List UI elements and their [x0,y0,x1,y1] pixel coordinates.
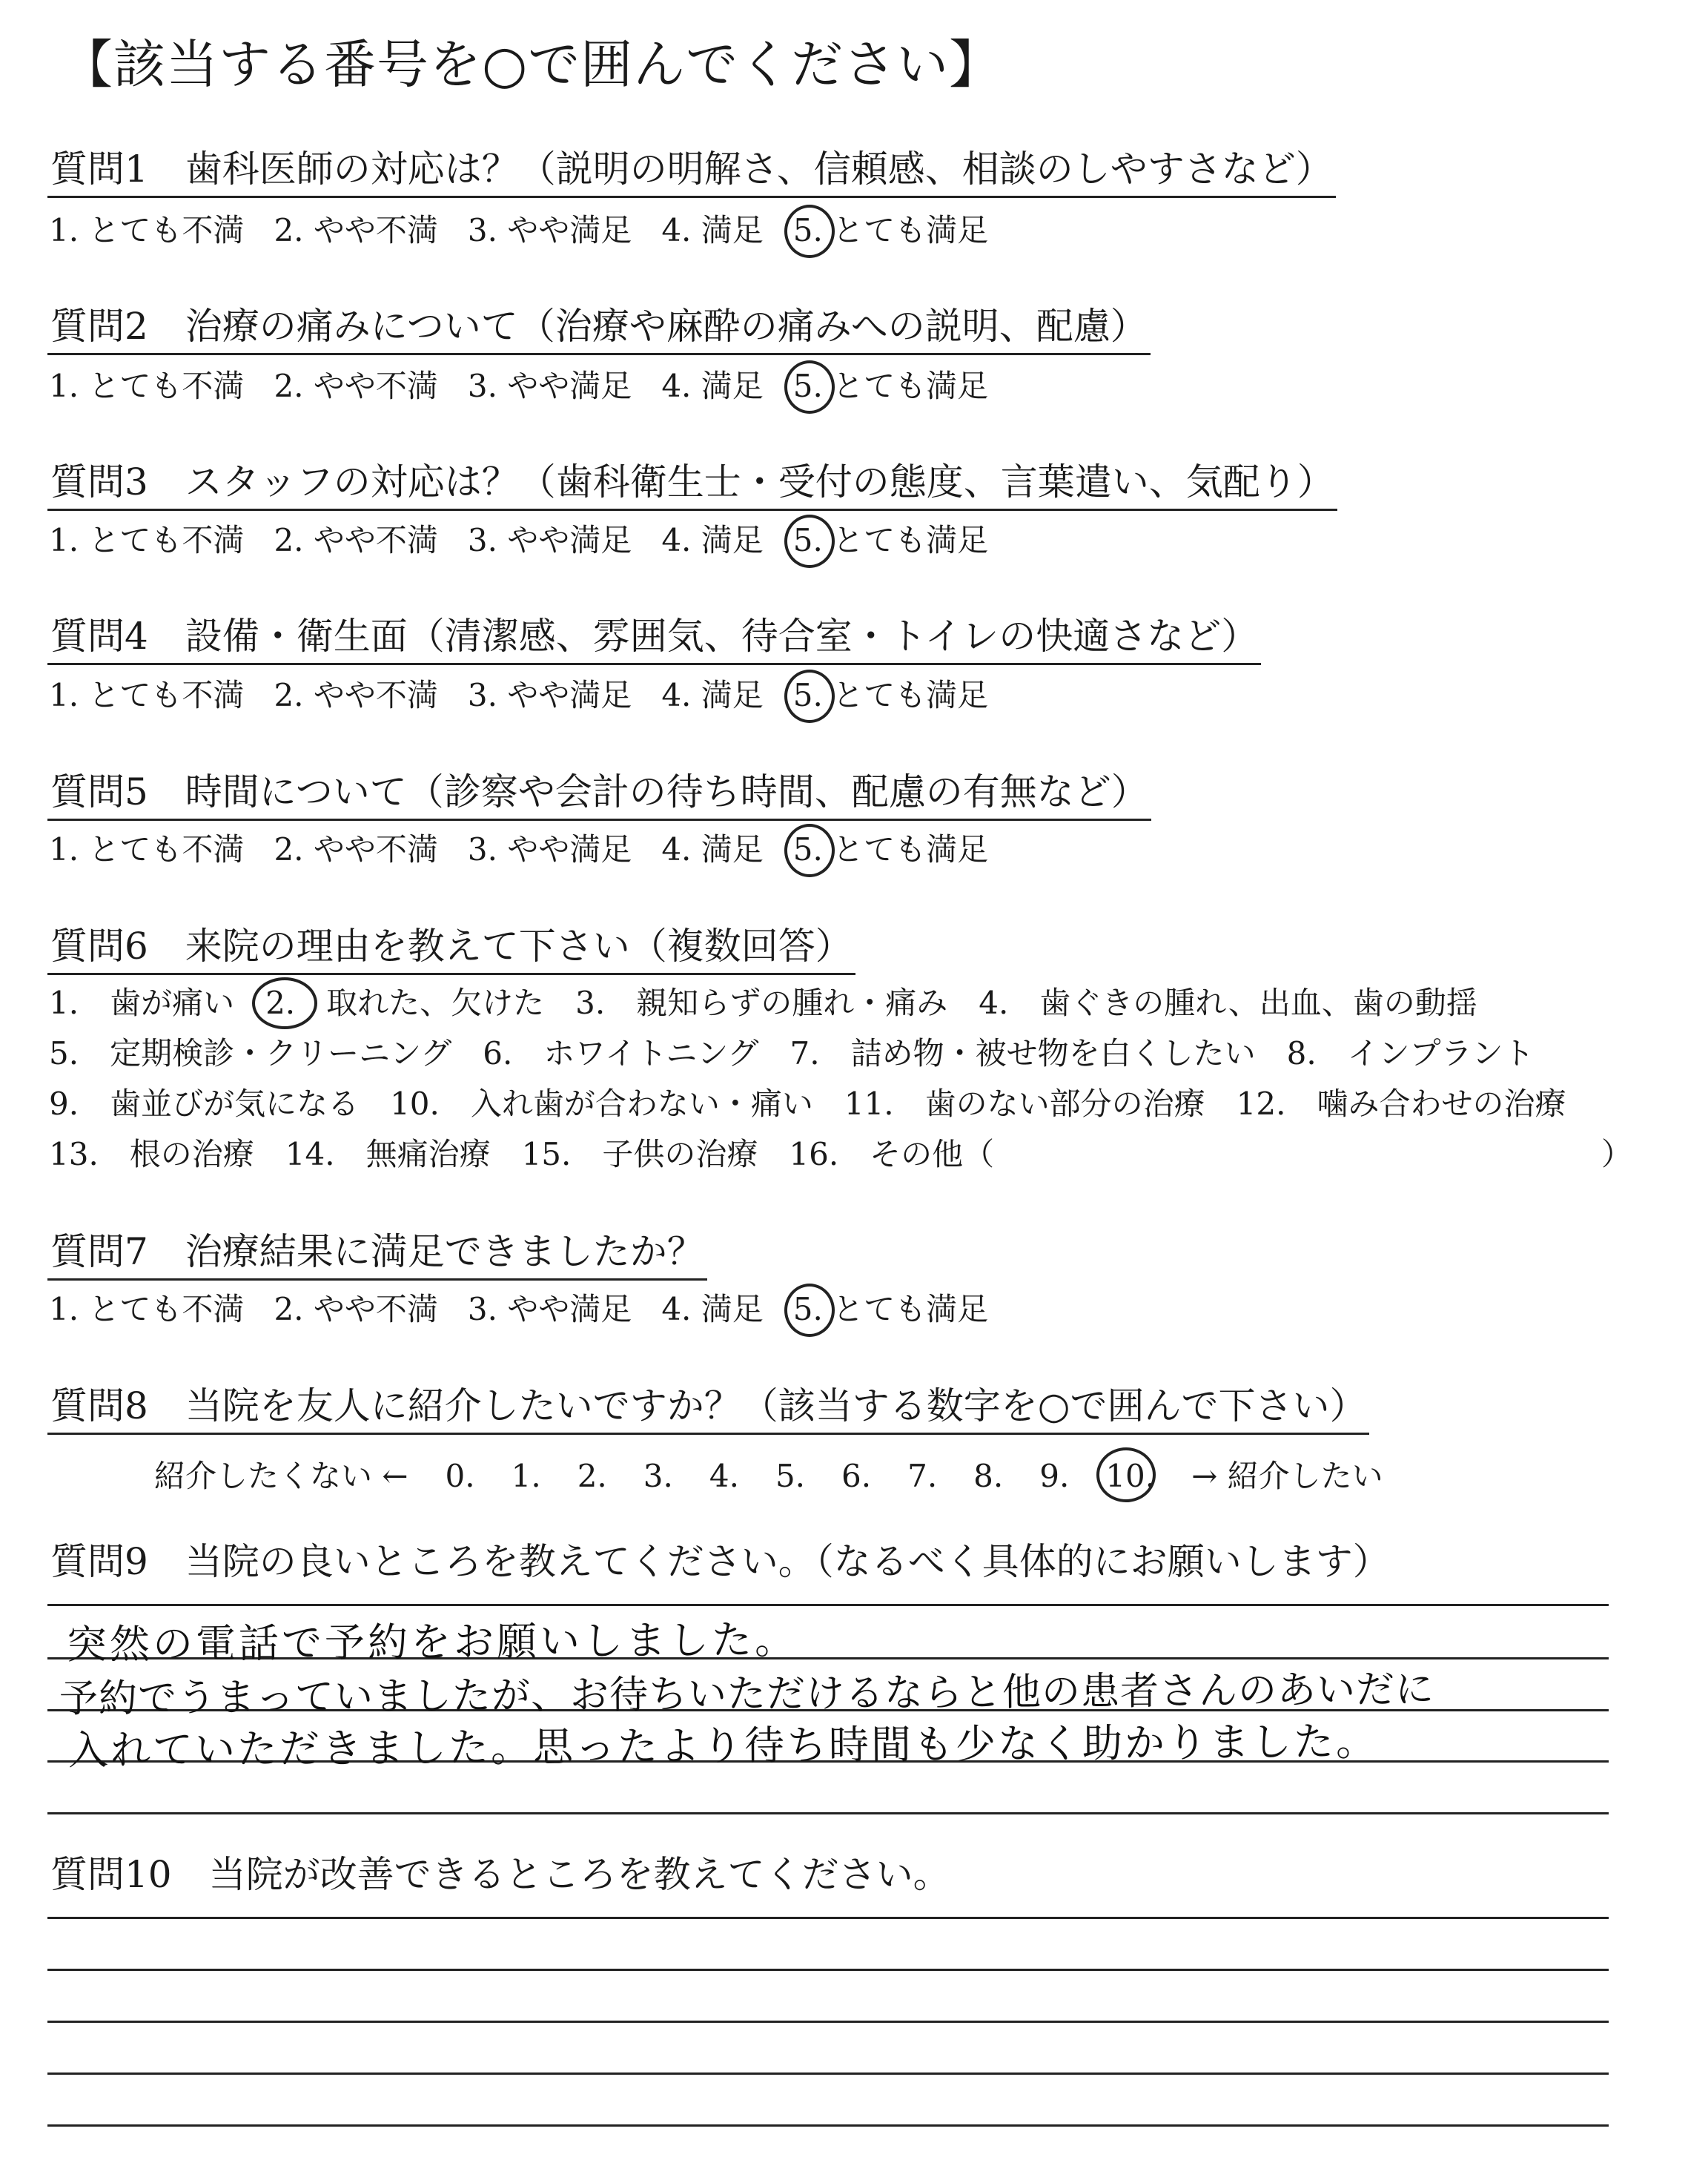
question-4: 質問4 設備・衛生面（清潔感、雰囲気、待合室・トイレの快適さなど） [47,615,1261,665]
q6-other-close-paren: ） [1601,1136,1633,1172]
scale-right-label: → 紹介したい [1191,1458,1383,1494]
option-1[interactable]: 1. とても不満 [49,677,245,713]
scale-number-8[interactable] [973,1458,1003,1494]
q6-answer-circle [252,977,317,1029]
option-1[interactable]: 1. とても不満 [49,212,245,248]
selected-answer-circle [784,824,835,877]
scale-number-1[interactable] [512,1458,541,1494]
option-3[interactable]: 3. やや満足 [467,831,632,868]
scale-number-label: 1. [511,1458,541,1494]
answer-line [47,1917,1609,1919]
handwritten-answer-line-3: 入れていただきました。思ったより待ち時間も少なく助かりました。 [67,1717,1379,1774]
options-q5 [49,831,1018,868]
answer-line [47,2021,1609,2023]
scale-number-label: 8. [973,1458,1004,1494]
scale-left-label: 紹介したくない ← [154,1458,408,1494]
scale-number-label: 7. [907,1458,938,1494]
scale-number-label: 4. [709,1458,739,1494]
recommend-scale [154,1452,1383,1496]
scale-number-9[interactable] [1039,1458,1069,1494]
scale-numbers [446,1458,1192,1494]
question-1: 質問1 歯科医師の対応は？（説明の明解さ、信頼感、相談のしやすさなど） [47,148,1336,198]
option-5[interactable]: 5. とても満足 [793,215,988,246]
scale-number-label: 3. [643,1458,673,1494]
selected-answer-circle [784,360,835,414]
scale-number-0[interactable] [446,1458,475,1494]
form-title: 【該当する番号を○で囲んでください】 [61,34,1002,95]
option-1[interactable]: 1. とても不満 [49,831,245,868]
options-q7 [49,1291,1018,1327]
selected-answer-circle [1096,1447,1156,1502]
q6-reason-line-3: 9. 歯並びが気になる 10. 入れ歯が合わない・痛い 11. 歯のない部分の治療 12. 噛み合わせの治療 [49,1086,1566,1122]
option-3[interactable]: 3. やや満足 [467,212,632,248]
option-5[interactable]: 5. とても満足 [793,525,988,556]
q6-reason-line-4: 13. 根の治療 14. 無痛治療 15. 子供の治療 16. その他（ [49,1136,995,1172]
answer-line [47,1969,1609,1971]
question-8: 質問8 当院を友人に紹介したいですか？（該当する数字を○で囲んで下さい） [47,1385,1369,1435]
scale-number-label: 2. [577,1458,607,1494]
question-6: 質問6 来院の理由を教えて下さい（複数回答） [47,925,855,975]
scale-number-label: 5. [775,1458,806,1494]
options-q1 [49,212,1018,248]
scale-number-label: 6. [841,1458,872,1494]
selected-answer-circle [784,1284,835,1337]
option-2[interactable]: 2. やや不満 [274,212,438,248]
scale-number-7[interactable] [907,1458,937,1494]
answer-line [47,1812,1609,1814]
question-2: 質問2 治療の痛みについて（治療や麻酔の痛みへの説明、配慮） [47,305,1151,355]
handwritten-answer-line-1: 突然の電話で予約をお願いしました。 [66,1616,798,1668]
options-q3 [49,522,1018,558]
option-5[interactable]: 5. とても満足 [793,371,988,402]
option-4[interactable]: 4. 満足 [661,677,764,713]
selected-answer-circle [784,515,835,568]
option-4[interactable]: 4. 満足 [661,212,764,248]
option-5[interactable]: 5. とても満足 [793,680,988,711]
option-3[interactable]: 3. やや満足 [467,1291,632,1327]
option-1[interactable]: 1. とても不満 [49,368,245,404]
option-5[interactable]: 5. とても満足 [793,834,988,865]
scale-number-2[interactable] [577,1458,607,1494]
scale-number-6[interactable] [841,1458,871,1494]
option-1[interactable]: 1. とても不満 [49,522,245,558]
scale-number-3[interactable] [643,1458,673,1494]
q6-reason-line-2: 5. 定期検診・クリーニング 6. ホワイトニング 7. 詰め物・被せ物を白くしたい 8. インプラント [49,1035,1535,1071]
answer-line [47,1604,1609,1606]
question-9: 質問9 当院の良いところを教えてください。（なるべく具体的にお願いします） [50,1540,1390,1583]
question-10: 質問10 当院が改善できるところを教えてください。 [50,1853,950,1896]
scale-number-10[interactable] [1105,1458,1155,1494]
question-3: 質問3 スタッフの対応は？（歯科衛生士・受付の態度、言葉遣い、気配り） [47,461,1337,511]
option-2[interactable]: 2. やや不満 [274,1291,438,1327]
option-2[interactable]: 2. やや不満 [274,522,438,558]
scale-number-5[interactable] [775,1458,805,1494]
handwritten-answer-line-2: 予約でうまっていましたが、お待ちいただけるならと他の患者さんのあいだに [59,1667,1435,1722]
option-3[interactable]: 3. やや満足 [467,522,632,558]
option-3[interactable]: 3. やや満足 [467,368,632,404]
question-7: 質問7 治療結果に満足できましたか？ [47,1231,707,1281]
scale-number-label: 10. [1105,1458,1156,1494]
option-4[interactable]: 4. 満足 [661,368,764,404]
option-3[interactable]: 3. やや満足 [467,677,632,713]
options-q2 [49,368,1018,404]
option-4[interactable]: 4. 満足 [661,522,764,558]
option-5[interactable]: 5. とても満足 [793,1294,988,1325]
scale-number-4[interactable] [709,1458,739,1494]
scale-number-label: 9. [1039,1458,1070,1494]
option-1[interactable]: 1. とても不満 [49,1291,245,1327]
option-2[interactable]: 2. やや不満 [274,831,438,868]
answer-line [47,2124,1609,2127]
options-q4 [49,677,1018,713]
option-4[interactable]: 4. 満足 [661,1291,764,1327]
option-4[interactable]: 4. 満足 [661,831,764,868]
selected-answer-circle [784,205,835,258]
selected-answer-circle [784,670,835,723]
answer-line [47,2073,1609,2075]
scale-number-label: 0. [445,1458,475,1494]
option-2[interactable]: 2. やや不満 [274,368,438,404]
question-5: 質問5 時間について（診察や会計の待ち時間、配慮の有無など） [47,771,1151,821]
q6-reason-line-1-text: 1. 歯が痛い 2. 取れた、欠けた 3. 親知らずの腫れ・痛み 4. 歯ぐきの腫れ、出血、歯の動揺 [49,985,1477,1021]
option-2[interactable]: 2. やや不満 [274,677,438,713]
